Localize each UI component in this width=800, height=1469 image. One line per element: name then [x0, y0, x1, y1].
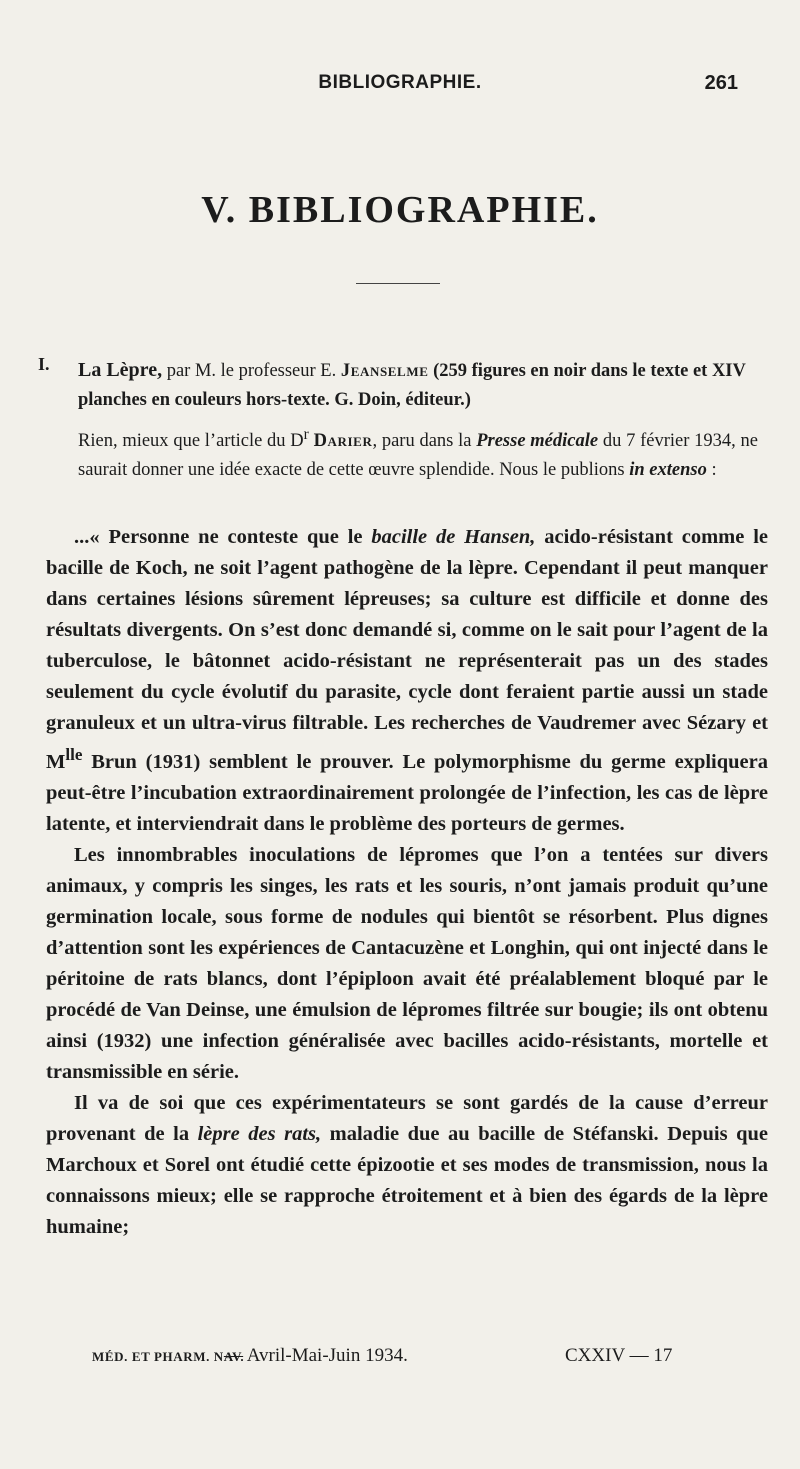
book-title: La Lèpre,: [78, 359, 163, 381]
in-extenso: in extenso: [629, 460, 707, 481]
journal-name: Presse médicale: [476, 431, 599, 452]
section-title: V. BIBLIOGRAPHIE.: [201, 189, 599, 231]
quote-text: Brun (1931) semblent le prouver. Le polymorphisme du germe expliquera peut-être l’incubation extraordinairement prolongée de l’infection, les cas de lèpre latente, et interviendrait dans le problème des porteurs de germes.: [46, 750, 768, 835]
quote-italic: lèpre des rats,: [197, 1122, 322, 1145]
quote-paragraph-1: [46, 522, 768, 840]
quote-text: acido-résistant comme le bacille de Koch, ne soit l’agent pathogène de la lèpre. Cependant il peut manquer dans certaines lésions sûrement lépreuses; sa culture est difficile et donne des résultats divergents. On s’est donc demandé si, comme on le sait pour l’agent de la tuberculose, le bâtonnet acido-résistant ne représenterait pas un des stades seulement du cycle évolutif du parasite, cycle dont feraient partie aussi un stade granuleux et un ultra-virus filtrable. Les recherches de Vaudremer avec Sézary et M: [46, 526, 768, 773]
review-intro: [78, 420, 758, 485]
intro-text: du 7 février 1934, ne saurait donner une idée exacte de cette œuvre splendide. Nous le publions: [78, 431, 759, 481]
intro-text: , paru dans la: [372, 431, 477, 452]
author-name: Jeanselme: [340, 361, 429, 381]
footer-date: — Avril-Mai-Juin 1934.: [224, 1345, 408, 1366]
page-number: 261: [704, 72, 738, 94]
running-title: BIBLIOGRAPHIE.: [318, 72, 482, 93]
bibliography-entry: [38, 356, 758, 415]
page-footer: [0, 1345, 800, 1373]
footer-journal: MÉD. ET PHARM. NAV.: [92, 1349, 245, 1364]
intro-dr-superscript: r: [303, 426, 309, 443]
entry-number: I.: [38, 354, 50, 374]
entry-citation: [78, 356, 758, 415]
reviewer-name: Darier: [313, 431, 373, 452]
intro-text: :: [706, 460, 717, 481]
quote-text: ...« Personne ne conteste que le: [74, 526, 372, 548]
quote-italic: bacille de Hansen,: [371, 526, 536, 548]
quote-paragraph-3: [46, 1088, 768, 1243]
footer-volume: CXXIV — 17: [565, 1345, 673, 1366]
section-divider: [356, 283, 440, 284]
running-head: [0, 72, 800, 102]
citation-by: par M. le professeur E.: [162, 361, 341, 381]
quote-paragraph-2: Les innombrables inoculations de lépromes que l’on a tentées sur divers animaux, y compris les singes, les rats et les souris, n’ont jamais produit qu’une germination locale, sous forme de nodules qui bientôt se résorbent. Plus dignes d’attention sont les expériences de Cantacuzène et Longhin, qui ont injecté dans le péritoine de rats blancs, dont l’épiploon avait été préalablement bloqué par le procédé de Van Deinse, une émulsion de lépromes filtrée sur bougie; ils ont obtenu ainsi (1932) une infection généralisée avec bacilles acido-résistants, mortelle et transmissible en série.: [46, 843, 768, 1083]
quoted-article: [46, 522, 768, 1243]
quote-text: maladie due au bacille de Stéfanski. Depuis que Marchoux et Sorel ont étudié cette épizootie et ses modes de transmission, nous la connaissons mieux; elle se rapproche étroitement et à bien des égards de la lèpre humaine;: [46, 1122, 768, 1238]
quote-superscript: lle: [65, 745, 83, 764]
intro-text: Rien, mieux que l’article du D: [78, 431, 304, 452]
quote-text: Il va de soi que ces expérimentateurs se sont gardés de la cause d’erreur provenant de la: [46, 1091, 768, 1145]
citation-details: (259 figures en noir dans le texte et XIV planches en couleurs hors-texte. G. Doin, éditeur.): [78, 361, 746, 410]
